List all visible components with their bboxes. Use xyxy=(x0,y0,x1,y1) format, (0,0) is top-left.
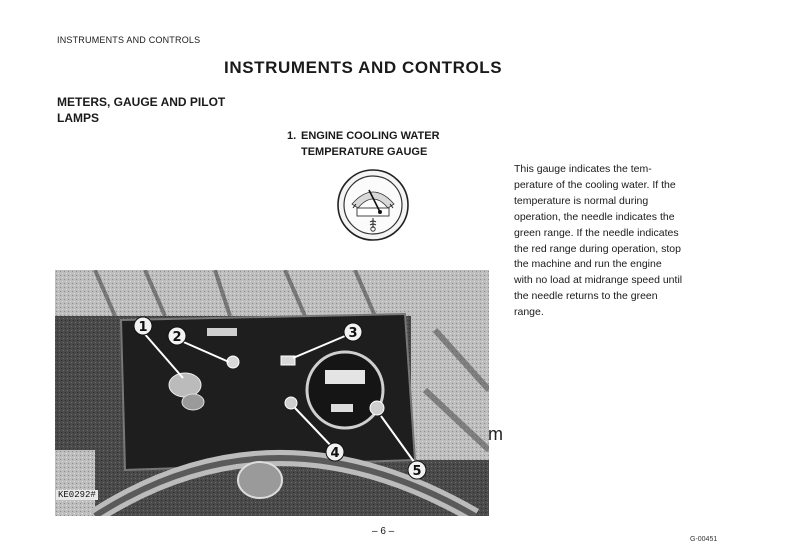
body-line: perature of the cooling water. If the xyxy=(514,178,676,191)
body-line: the machine and run the engine xyxy=(514,258,662,271)
page-number: – 6 – xyxy=(372,526,395,537)
callout-1: 1 xyxy=(138,320,148,335)
callout-3: 3 xyxy=(348,326,358,341)
section-heading-line1: METERS, GAUGE AND PILOT xyxy=(57,95,226,109)
item-heading-line1: ENGINE COOLING WATER xyxy=(301,130,440,142)
body-line: temperature is normal during xyxy=(514,194,649,207)
body-text xyxy=(514,162,721,321)
document-code: G-00451 xyxy=(690,536,718,543)
item-heading-line2: TEMPERATURE GAUGE xyxy=(301,146,428,158)
item-number: 1. xyxy=(287,130,297,142)
body-line: green range. If the needle indicates xyxy=(514,226,679,239)
item-heading xyxy=(287,128,440,160)
body-line: range. xyxy=(514,306,544,319)
section-heading-line2: LAMPS xyxy=(57,111,99,125)
callout-5: 5 xyxy=(412,464,422,479)
body-line: the red range during operation, stop xyxy=(514,242,681,255)
page-title: INSTRUMENTS AND CONTROLS xyxy=(224,58,503,77)
instrument-panel-photo xyxy=(55,270,489,516)
callout-2: 2 xyxy=(172,330,182,345)
body-line: with no load at midrange speed until xyxy=(514,274,683,287)
body-line: This gauge indicates the tem- xyxy=(514,163,652,175)
temperature-gauge-icon xyxy=(336,168,410,242)
running-head: INSTRUMENTS AND CONTROLS xyxy=(57,35,201,45)
section-heading xyxy=(57,94,277,126)
callout-4: 4 xyxy=(330,446,340,461)
body-line: operation, the needle indicates the xyxy=(514,210,675,223)
body-line: the needle returns to the green xyxy=(514,290,658,303)
photo-code: KE0292# xyxy=(58,490,96,500)
stray-mark: m xyxy=(488,424,503,444)
